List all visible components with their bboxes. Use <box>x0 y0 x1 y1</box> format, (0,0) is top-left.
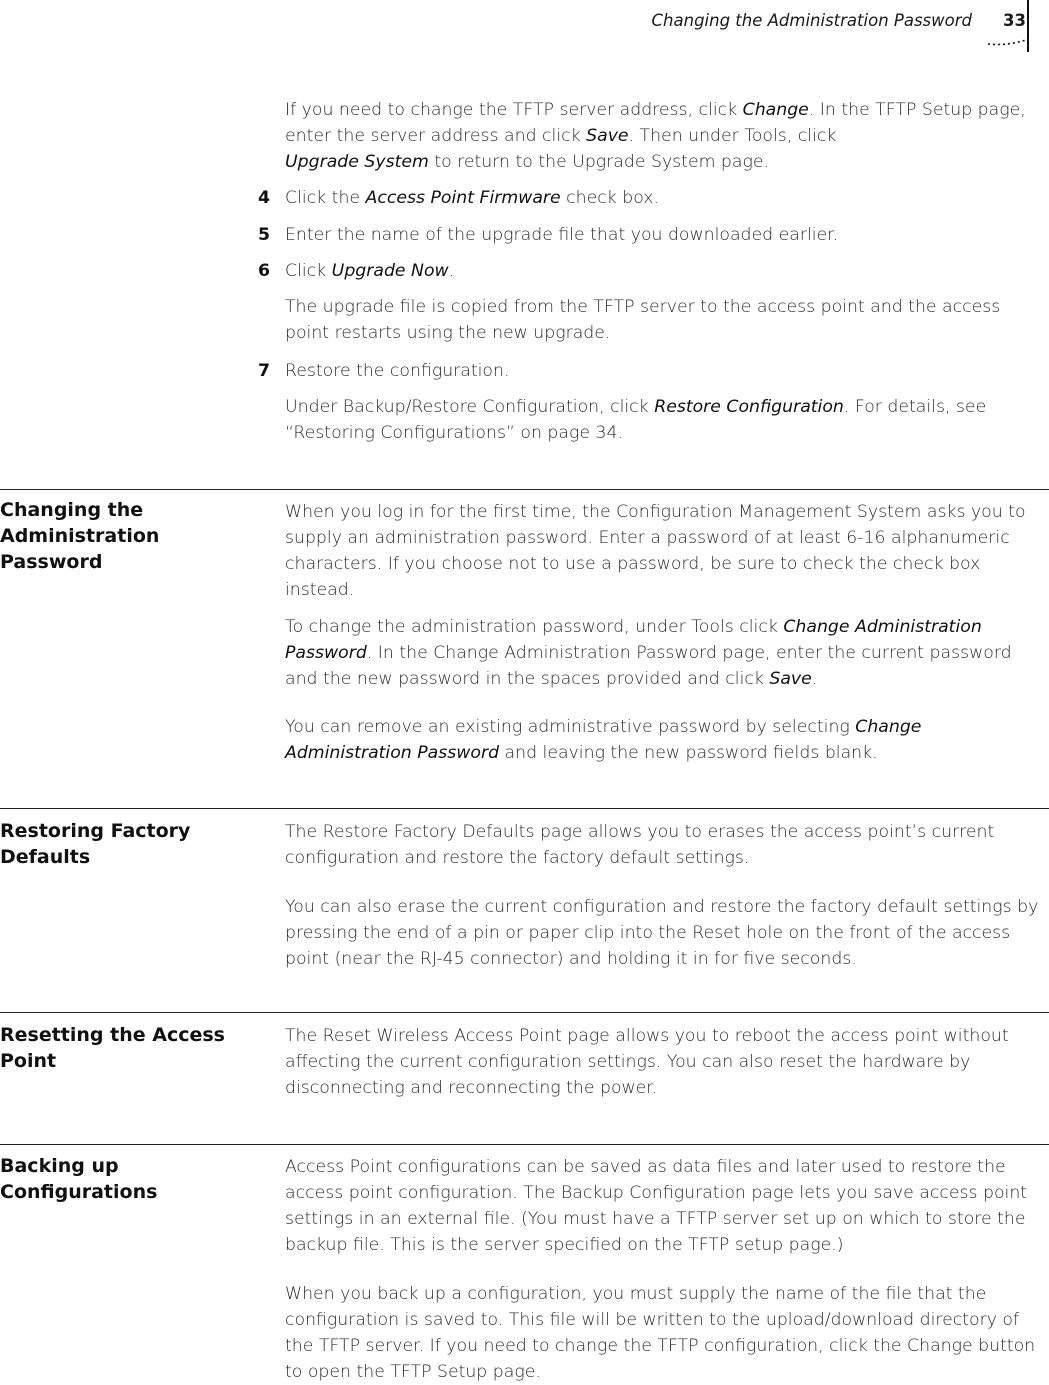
backup-paragraph-1: Access Point conﬁgurations can be saved as data ﬁles and later used to restore the access point conﬁguration. The Backup Conﬁguration page lets you save access point settings in an external ﬁle. (You must have a TFTP server set up on which to store the backup ﬁle. This is the server speciﬁed on the TFTP setup page.) <box>285 1157 1028 1255</box>
step-number-6: 6 <box>258 261 271 281</box>
page-corner-tab-decoration <box>986 0 1042 52</box>
admin-password-paragraph-3: You can remove an existing administrative password by selecting Change Administration Password and leaving the new password ﬁelds blank. <box>285 717 922 763</box>
reset-access-point-paragraph-1: The Reset Wireless Access Point page allows you to reboot the access point without affecting the current conﬁguration settings. You can also reset the hardware by disconnecting and reconnecting the power. <box>285 1026 1009 1098</box>
step-number-5: 5 <box>258 225 271 245</box>
upgrade-system-link-text: Upgrade System <box>285 152 429 172</box>
step-4-text: Click the Access Point Firmware check box. <box>285 188 659 208</box>
step-6-text: Click Upgrade Now. <box>285 261 455 281</box>
step-number-7: 7 <box>258 361 271 381</box>
section-divider <box>0 1144 1049 1145</box>
admin-password-paragraph-1: When you log in for the ﬁrst time, the Conﬁguration Management System asks you to supply an administration password. Enter a password of at least 6-16 alphanumeric characters. If you choose not to use a password, be sure to check the check box instead. <box>285 502 1026 600</box>
step-7-text: Restore the conﬁguration. <box>285 361 510 381</box>
save-link-text: Save <box>586 126 629 146</box>
factory-defaults-paragraph-2: You can also erase the current conﬁguration and restore the factory default settings by pressing the end of a pin or paper clip into the Reset hole on the front of the access point (near the RJ-45 connector) and holding it in for ﬁve seconds. <box>285 897 1039 969</box>
section-divider <box>0 808 1049 809</box>
section-heading-reset-access-point: Resetting the Access Point <box>0 1024 225 1072</box>
step-number-4: 4 <box>258 188 271 208</box>
backup-paragraph-2: When you back up a conﬁguration, you must supply the name of the ﬁle that the conﬁguration is saved to. This ﬁle will be written to the upload/download directory of the TFTP server. If you need to change the TFTP conﬁguration, click the Change button to open the TFTP Setup page. <box>285 1284 1036 1382</box>
section-heading-factory-defaults: Restoring Factory Defaults <box>0 820 191 868</box>
section-divider <box>0 489 1049 490</box>
section-heading-admin-password: Changing the Administration Password <box>0 499 160 573</box>
running-header-title: Changing the Administration Password <box>651 11 972 30</box>
step-7-note: Under Backup/Restore Conﬁguration, click Restore Conﬁguration. For details, see “Restoring Conﬁgurations” on page 34. <box>285 397 987 443</box>
section-heading-backup-configurations: Backing up Conﬁgurations <box>0 1155 158 1203</box>
change-link-text: Change <box>742 100 809 120</box>
section-divider <box>0 1012 1049 1013</box>
tftp-change-note: If you need to change the TFTP server address, click Change. In the TFTP Setup page, enter the server address and click Save. Then under Tools, click Upgrade System to return to the Upgrade System page. <box>285 100 1026 172</box>
factory-defaults-paragraph-1: The Restore Factory Defaults page allows you to erases the access point’s current conﬁguration and restore the factory default settings. <box>285 822 995 868</box>
page-number: 33 <box>1003 11 1026 30</box>
admin-password-paragraph-2: To change the administration password, under Tools click Change Administration Password. In the Change Administration Password page, enter the current password and the new password in the spaces provided and click Save. <box>285 617 1012 689</box>
step-5-text: Enter the name of the upgrade ﬁle that you downloaded earlier. <box>285 225 839 245</box>
step-6-note: The upgrade ﬁle is copied from the TFTP server to the access point and the access point restarts using the new upgrade. <box>285 297 1001 343</box>
